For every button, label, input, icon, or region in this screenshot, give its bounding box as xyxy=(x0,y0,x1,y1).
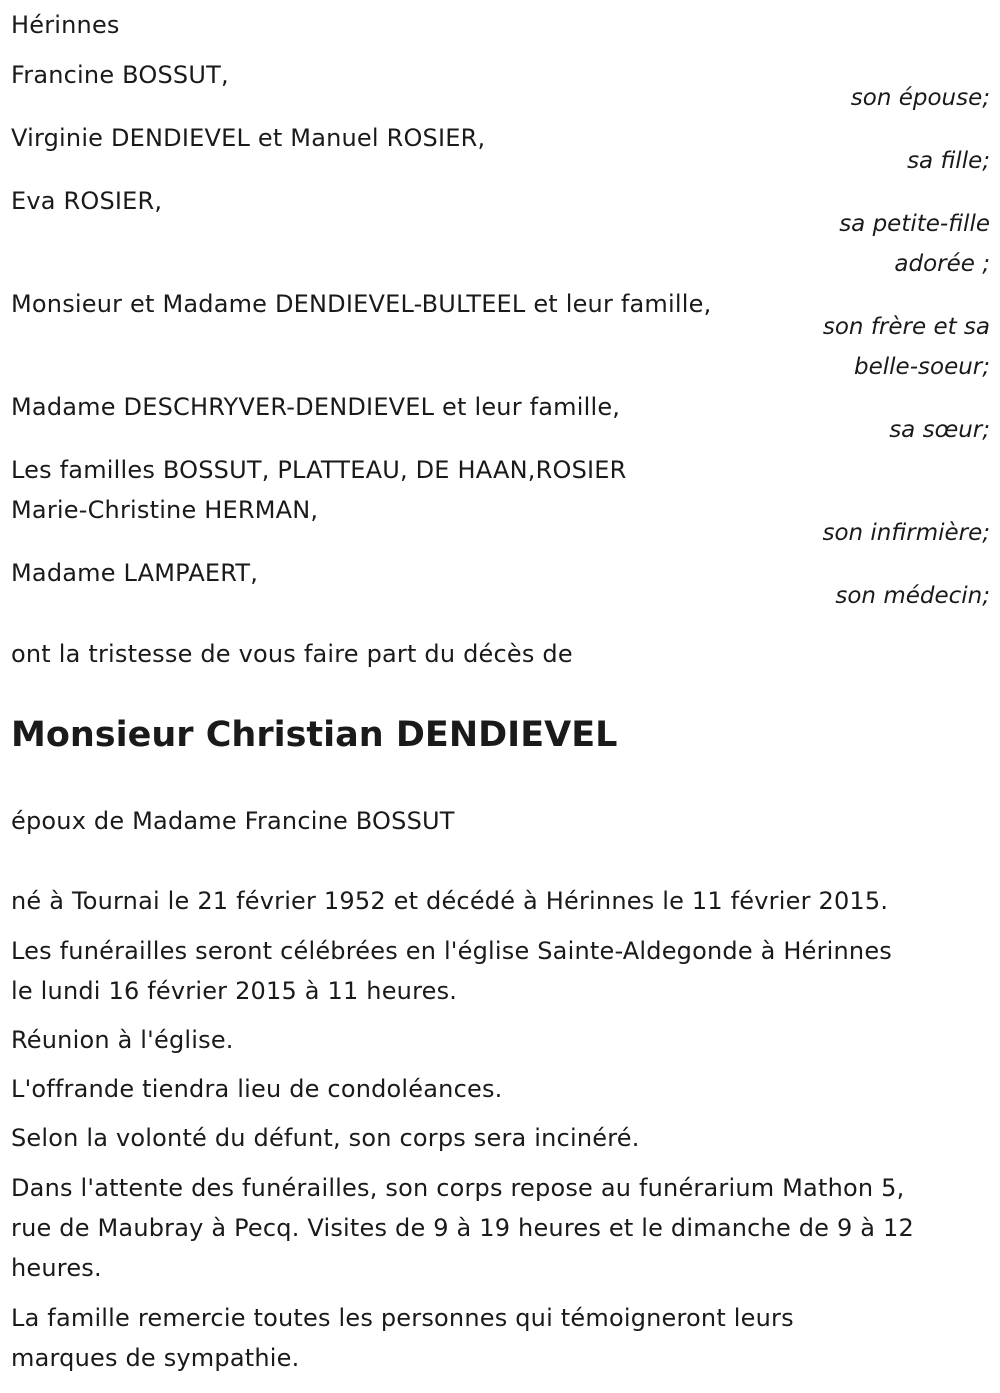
family-relation: son infirmière; xyxy=(822,520,990,546)
family-relation: belle-soeur; xyxy=(854,354,990,380)
paragraph-line: le lundi 16 février 2015 à 11 heures. xyxy=(11,977,458,1005)
family-relation: sa fille; xyxy=(907,148,990,174)
paragraph-line: Selon la volonté du défunt, son corps sera incinéré. xyxy=(11,1124,640,1152)
paragraph-line: L'offrande tiendra lieu de condoléances. xyxy=(11,1075,503,1103)
paragraph-line: Réunion à l'église. xyxy=(11,1026,234,1054)
place: Hérinnes xyxy=(11,11,120,39)
family-relation: son épouse; xyxy=(850,85,990,111)
family-relation: son frère et sa xyxy=(822,314,990,340)
family-name: Madame LAMPAERT, xyxy=(11,559,259,587)
paragraph-line: marques de sympathie. xyxy=(11,1344,300,1372)
paragraph-line: La famille remercie toutes les personnes qui témoigneront leurs xyxy=(11,1304,794,1332)
family-relation: sa sœur; xyxy=(889,417,990,443)
spouse-text: époux de Madame Francine BOSSUT xyxy=(11,807,455,835)
family-name: Marie-Christine HERMAN, xyxy=(11,496,319,524)
intro-text: ont la tristesse de vous faire part du décès de xyxy=(11,640,573,668)
family-name: Francine BOSSUT, xyxy=(11,61,229,89)
paragraph-line: né à Tournai le 21 février 1952 et décédé à Hérinnes le 11 février 2015. xyxy=(11,887,889,915)
family-relation: adorée ; xyxy=(894,251,990,277)
paragraph-line: Dans l'attente des funérailles, son corps repose au funérarium Mathon 5, xyxy=(11,1174,905,1202)
family-name: Madame DESCHRYVER-DENDIEVEL et leur famille, xyxy=(11,393,621,421)
paragraph-line: Les funérailles seront célébrées en l'église Sainte-Aldegonde à Hérinnes xyxy=(11,937,892,965)
paragraph-line: heures. xyxy=(11,1254,102,1282)
family-name: Virginie DENDIEVEL et Manuel ROSIER, xyxy=(11,124,486,152)
paragraph-line: rue de Maubray à Pecq. Visites de 9 à 19 heures et le dimanche de 9 à 12 xyxy=(11,1214,914,1242)
family-relation: sa petite-fille xyxy=(839,211,990,237)
deceased-name: Monsieur Christian DENDIEVEL xyxy=(11,715,618,755)
family-name: Eva ROSIER, xyxy=(11,187,163,215)
family-name: Monsieur et Madame DENDIEVEL-BULTEEL et leur famille, xyxy=(11,290,712,318)
family-name: Les familles BOSSUT, PLATTEAU, DE HAAN,ROSIER xyxy=(11,456,627,484)
family-relation: son médecin; xyxy=(835,583,990,609)
